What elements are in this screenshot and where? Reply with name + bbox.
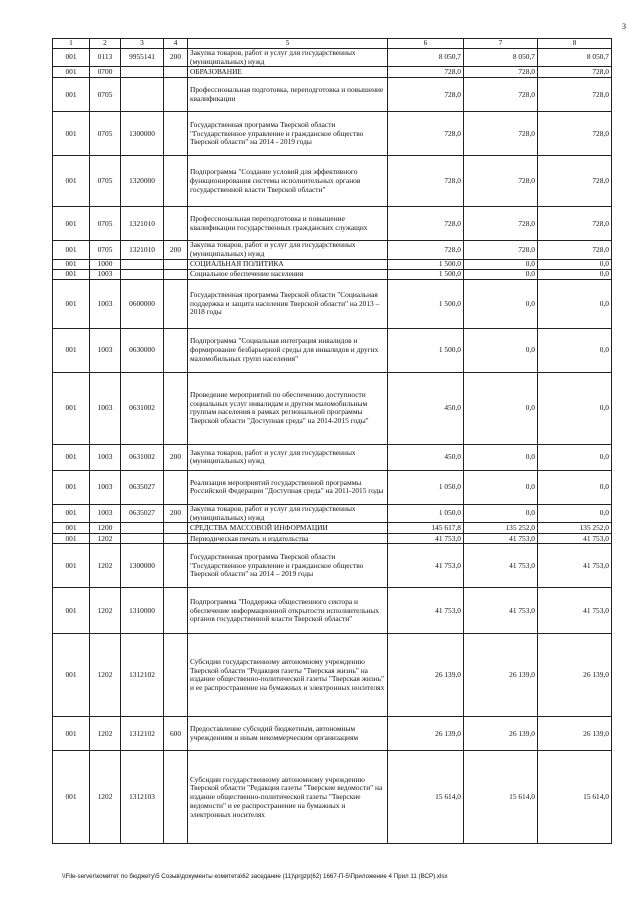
- cell-section-code: 1202: [90, 588, 121, 634]
- cell-section-code: 1200: [90, 523, 121, 534]
- cell-amount-col7: 0,0: [464, 504, 538, 522]
- table-body: [53, 49, 612, 844]
- cell-amount-col7: 728,0: [464, 207, 538, 241]
- cell-target-code: 0635027: [121, 470, 164, 504]
- cell-expense-type: [164, 588, 188, 634]
- table-row: [53, 207, 612, 241]
- cell-amount-col8: 0,0: [538, 372, 612, 444]
- cell-target-code: [121, 78, 164, 112]
- cell-amount-col7: 0,0: [464, 444, 538, 470]
- cell-ministry-code: 001: [53, 241, 90, 259]
- cell-amount-col6: 728,0: [388, 78, 464, 112]
- cell-expense-type: [164, 544, 188, 588]
- cell-section-code: 0705: [90, 112, 121, 156]
- cell-target-code: 0635027: [121, 504, 164, 522]
- table-row: [53, 241, 612, 259]
- column-header: 6: [388, 39, 464, 49]
- cell-ministry-code: 001: [53, 534, 90, 544]
- cell-ministry-code: 001: [53, 78, 90, 112]
- cell-expense-type: 200: [164, 241, 188, 259]
- table-row: [53, 372, 612, 444]
- table-row: [53, 67, 612, 78]
- table-row: [53, 269, 612, 279]
- cell-expense-type: [164, 112, 188, 156]
- file-path-footer: \\File-server\комитет по бюджету\5 Созыв\документы комитета\62 заседание (11)\prgzp(62) 1667-П-5\Приложение 4 Прил 11 (ВСР).xlsx: [62, 873, 448, 880]
- cell-description: Закупка товаров, работ и услуг для государственных (муниципальных) нужд: [188, 444, 388, 470]
- cell-amount-col8: 0,0: [538, 504, 612, 522]
- cell-target-code: 1312102: [121, 717, 164, 751]
- cell-ministry-code: 001: [53, 588, 90, 634]
- page-number: 3: [622, 22, 626, 31]
- column-header: 8: [538, 39, 612, 49]
- cell-target-code: [121, 259, 164, 269]
- cell-amount-col6: 450,0: [388, 444, 464, 470]
- cell-target-code: [121, 523, 164, 534]
- cell-target-code: 1310000: [121, 588, 164, 634]
- cell-section-code: 1202: [90, 534, 121, 544]
- cell-ministry-code: 001: [53, 156, 90, 207]
- cell-amount-col8: 135 252,0: [538, 523, 612, 534]
- cell-amount-col6: 728,0: [388, 241, 464, 259]
- cell-amount-col8: 26 139,0: [538, 634, 612, 717]
- cell-target-code: 0631002: [121, 372, 164, 444]
- cell-expense-type: [164, 751, 188, 844]
- cell-expense-type: [164, 534, 188, 544]
- cell-section-code: 1000: [90, 259, 121, 269]
- cell-amount-col8: 728,0: [538, 207, 612, 241]
- table-row: [53, 588, 612, 634]
- cell-amount-col6: 41 753,0: [388, 588, 464, 634]
- cell-ministry-code: 001: [53, 269, 90, 279]
- column-header: 2: [90, 39, 121, 49]
- cell-amount-col6: 728,0: [388, 67, 464, 78]
- cell-expense-type: [164, 156, 188, 207]
- column-header: 5: [188, 39, 388, 49]
- cell-description: Подпрограмма "Социальная интеграция инвалидов и формирование безбарьерной среды для инвалидов и других маломобильных групп населения": [188, 328, 388, 372]
- cell-description: Закупка товаров, работ и услуг для государственных (муниципальных) нужд: [188, 49, 388, 67]
- table-row: [53, 259, 612, 269]
- table-row: [53, 156, 612, 207]
- cell-amount-col7: 15 614,0: [464, 751, 538, 844]
- cell-description: Субсидии государственному автономному учреждению Тверской области "Редакция газеты "Тверская жизнь" на издание общественно-политической газеты "Тверская жизнь" и ее распространение на бумажных и электронных носителях: [188, 634, 388, 717]
- cell-description: Периодическая печать и издательства: [188, 534, 388, 544]
- cell-description: Социальное обеспечение населения: [188, 269, 388, 279]
- table-row: [53, 534, 612, 544]
- cell-ministry-code: 001: [53, 444, 90, 470]
- cell-section-code: 1003: [90, 372, 121, 444]
- cell-expense-type: 200: [164, 49, 188, 67]
- header-row: [53, 39, 612, 49]
- cell-target-code: [121, 269, 164, 279]
- cell-ministry-code: 001: [53, 67, 90, 78]
- cell-section-code: 1003: [90, 279, 121, 328]
- cell-description: Подпрограмма "Создание условий для эффективного функционирования системы исполнительных органов государственной власти Тверской области": [188, 156, 388, 207]
- cell-amount-col7: 26 139,0: [464, 634, 538, 717]
- cell-section-code: 1202: [90, 634, 121, 717]
- cell-description: Проведение мероприятий по обеспечению доступности социальных услуг инвалидам и другим маломобильным группам населения в рамках региональной программы Тверской области "Доступная среда" на 2014-2015 годы": [188, 372, 388, 444]
- cell-amount-col6: 15 614,0: [388, 751, 464, 844]
- cell-description: Реализация мероприятий государственной программы Российской Федерации "Доступная среда" на 2011-2015 годы: [188, 470, 388, 504]
- cell-target-code: [121, 534, 164, 544]
- cell-description: Государственная программа Тверской области "Государственное управление и гражданское общество Тверской области" на 2014 - 2019 годы: [188, 112, 388, 156]
- table-row: [53, 279, 612, 328]
- cell-amount-col7: 26 139,0: [464, 717, 538, 751]
- cell-amount-col6: 728,0: [388, 112, 464, 156]
- cell-ministry-code: 001: [53, 523, 90, 534]
- cell-amount-col8: 0,0: [538, 279, 612, 328]
- cell-amount-col8: 41 753,0: [538, 544, 612, 588]
- cell-ministry-code: 001: [53, 49, 90, 67]
- cell-description: СРЕДСТВА МАССОВОЙ ИНФОРМАЦИИ: [188, 523, 388, 534]
- cell-amount-col6: 1 500,0: [388, 269, 464, 279]
- cell-amount-col8: 728,0: [538, 112, 612, 156]
- table-row: [53, 523, 612, 534]
- cell-expense-type: [164, 279, 188, 328]
- cell-amount-col7: 135 252,0: [464, 523, 538, 534]
- cell-expense-type: [164, 634, 188, 717]
- cell-amount-col8: 728,0: [538, 67, 612, 78]
- cell-amount-col7: 728,0: [464, 112, 538, 156]
- cell-expense-type: [164, 269, 188, 279]
- cell-description: Закупка товаров, работ и услуг для государственных (муниципальных) нужд: [188, 241, 388, 259]
- cell-section-code: 0705: [90, 78, 121, 112]
- cell-amount-col6: 1 500,0: [388, 279, 464, 328]
- cell-amount-col7: 0,0: [464, 470, 538, 504]
- column-header: 7: [464, 39, 538, 49]
- cell-ministry-code: 001: [53, 470, 90, 504]
- cell-ministry-code: 001: [53, 372, 90, 444]
- cell-target-code: 1300000: [121, 544, 164, 588]
- cell-amount-col8: 0,0: [538, 328, 612, 372]
- cell-section-code: 1202: [90, 717, 121, 751]
- cell-description: Закупка товаров, работ и услуг для государственных (муниципальных) нужд: [188, 504, 388, 522]
- cell-expense-type: [164, 207, 188, 241]
- cell-amount-col8: 41 753,0: [538, 534, 612, 544]
- cell-amount-col6: 41 753,0: [388, 534, 464, 544]
- cell-amount-col8: 26 139,0: [538, 717, 612, 751]
- cell-section-code: 0705: [90, 241, 121, 259]
- cell-amount-col8: 728,0: [538, 156, 612, 207]
- cell-expense-type: 200: [164, 444, 188, 470]
- cell-amount-col6: 26 139,0: [388, 634, 464, 717]
- cell-target-code: 1320000: [121, 156, 164, 207]
- cell-section-code: 1003: [90, 470, 121, 504]
- cell-amount-col6: 1 500,0: [388, 328, 464, 372]
- cell-ministry-code: 001: [53, 279, 90, 328]
- cell-amount-col7: 8 050,7: [464, 49, 538, 67]
- cell-ministry-code: 001: [53, 717, 90, 751]
- cell-amount-col7: 728,0: [464, 241, 538, 259]
- cell-amount-col6: 41 753,0: [388, 544, 464, 588]
- cell-description: ОБРАЗОВАНИЕ: [188, 67, 388, 78]
- cell-ministry-code: 001: [53, 751, 90, 844]
- cell-ministry-code: 001: [53, 634, 90, 717]
- cell-amount-col7: 728,0: [464, 67, 538, 78]
- cell-description: СОЦИАЛЬНАЯ ПОЛИТИКА: [188, 259, 388, 269]
- cell-target-code: 1300000: [121, 112, 164, 156]
- cell-amount-col6: 728,0: [388, 207, 464, 241]
- cell-target-code: [121, 67, 164, 78]
- cell-target-code: 0631002: [121, 444, 164, 470]
- cell-section-code: 1003: [90, 444, 121, 470]
- table-row: [53, 634, 612, 717]
- cell-amount-col7: 41 753,0: [464, 588, 538, 634]
- cell-description: Профессиональная подготовка, переподготовка и повышение квалификации: [188, 78, 388, 112]
- cell-amount-col7: 41 753,0: [464, 534, 538, 544]
- cell-description: Предоставление субсидий бюджетным, автономным учреждениям и иным некоммерческим организациям: [188, 717, 388, 751]
- cell-section-code: 0113: [90, 49, 121, 67]
- cell-target-code: 1312102: [121, 634, 164, 717]
- cell-amount-col6: 1 050,0: [388, 504, 464, 522]
- table-row: [53, 751, 612, 844]
- cell-description: Государственная программа Тверской области "Государственное управление и гражданское общество Тверской области" на 2014 – 2019 годы: [188, 544, 388, 588]
- column-header: 3: [121, 39, 164, 49]
- cell-ministry-code: 001: [53, 544, 90, 588]
- table-row: [53, 444, 612, 470]
- cell-section-code: 0705: [90, 207, 121, 241]
- cell-amount-col7: 728,0: [464, 156, 538, 207]
- cell-amount-col8: 0,0: [538, 470, 612, 504]
- cell-section-code: 1202: [90, 544, 121, 588]
- cell-amount-col8: 0,0: [538, 259, 612, 269]
- cell-target-code: 0630000: [121, 328, 164, 372]
- cell-amount-col8: 0,0: [538, 444, 612, 470]
- cell-amount-col6: 728,0: [388, 156, 464, 207]
- table-row: [53, 78, 612, 112]
- cell-expense-type: [164, 78, 188, 112]
- cell-expense-type: [164, 259, 188, 269]
- cell-target-code: 0600000: [121, 279, 164, 328]
- cell-amount-col6: 1 500,0: [388, 259, 464, 269]
- cell-expense-type: [164, 470, 188, 504]
- cell-target-code: 1312103: [121, 751, 164, 844]
- cell-amount-col7: 0,0: [464, 279, 538, 328]
- cell-amount-col6: 450,0: [388, 372, 464, 444]
- cell-expense-type: [164, 328, 188, 372]
- cell-amount-col6: 145 617,8: [388, 523, 464, 534]
- column-header: 1: [53, 39, 90, 49]
- table-row: [53, 112, 612, 156]
- cell-amount-col7: 728,0: [464, 78, 538, 112]
- cell-section-code: 1003: [90, 269, 121, 279]
- cell-amount-col7: 0,0: [464, 269, 538, 279]
- cell-amount-col7: 0,0: [464, 328, 538, 372]
- table-row: [53, 49, 612, 67]
- cell-description: Субсидии государственному автономному учреждению Тверской области "Редакция газеты "Тверские ведомости" на издание общественно-политической газеты "Тверские ведомости" и ее распространение на бумажных и электронных носителях: [188, 751, 388, 844]
- cell-amount-col8: 728,0: [538, 241, 612, 259]
- cell-ministry-code: 001: [53, 328, 90, 372]
- table-row: [53, 544, 612, 588]
- cell-amount-col6: 1 050,0: [388, 470, 464, 504]
- cell-amount-col6: 8 050,7: [388, 49, 464, 67]
- cell-section-code: 1003: [90, 504, 121, 522]
- cell-section-code: 0705: [90, 156, 121, 207]
- cell-expense-type: [164, 372, 188, 444]
- table-row: [53, 717, 612, 751]
- cell-amount-col8: 15 614,0: [538, 751, 612, 844]
- cell-amount-col7: 0,0: [464, 372, 538, 444]
- cell-description: Профессиональная переподготовка и повышение квалификации государственных гражданских служащих: [188, 207, 388, 241]
- budget-table: [52, 38, 612, 844]
- cell-expense-type: [164, 67, 188, 78]
- table-row: [53, 470, 612, 504]
- cell-expense-type: 200: [164, 504, 188, 522]
- cell-description: Государственная программа Тверской области "Социальная поддержка и защита населения Тверской области" на 2013 – 2018 годы: [188, 279, 388, 328]
- cell-amount-col6: 26 139,0: [388, 717, 464, 751]
- cell-amount-col8: 41 753,0: [538, 588, 612, 634]
- cell-expense-type: 600: [164, 717, 188, 751]
- cell-amount-col7: 0,0: [464, 259, 538, 269]
- cell-amount-col8: 0,0: [538, 269, 612, 279]
- cell-ministry-code: 001: [53, 112, 90, 156]
- table-row: [53, 504, 612, 522]
- cell-amount-col8: 8 050,7: [538, 49, 612, 67]
- cell-section-code: 1202: [90, 751, 121, 844]
- cell-amount-col7: 41 753,0: [464, 544, 538, 588]
- cell-target-code: 1321010: [121, 241, 164, 259]
- cell-target-code: 9955141: [121, 49, 164, 67]
- cell-amount-col8: 728,0: [538, 78, 612, 112]
- cell-expense-type: [164, 523, 188, 534]
- cell-ministry-code: 001: [53, 504, 90, 522]
- cell-ministry-code: 001: [53, 207, 90, 241]
- cell-target-code: 1321010: [121, 207, 164, 241]
- cell-section-code: 0700: [90, 67, 121, 78]
- table-row: [53, 328, 612, 372]
- column-header: 4: [164, 39, 188, 49]
- cell-description: Подпрограмма "Поддержка общественного сектора и обеспечение информационной открытости исполнительных органов государственной власти Тверской области": [188, 588, 388, 634]
- cell-ministry-code: 001: [53, 259, 90, 269]
- cell-section-code: 1003: [90, 328, 121, 372]
